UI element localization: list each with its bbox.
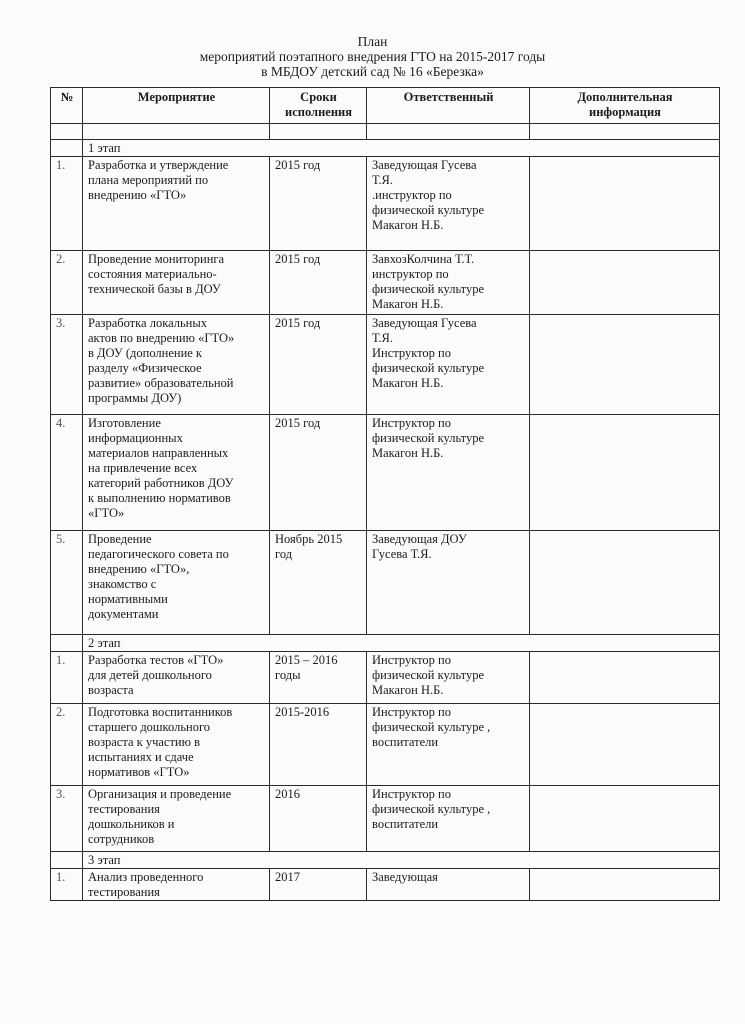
cell-extra	[530, 652, 720, 704]
cell-num: 5.	[51, 531, 83, 635]
plan-body	[51, 140, 720, 901]
table-row	[51, 251, 720, 315]
cell-deadline: 2015-2016	[270, 704, 367, 786]
document-title	[0, 34, 745, 79]
cell-responsible: Заведующая ДОУ Гусева Т.Я.	[367, 531, 530, 635]
title-line-3: в МБДОУ детский сад № 16 «Березка»	[261, 64, 484, 79]
cell-deadline: 2015 год	[270, 157, 367, 251]
cell-responsible: Инструктор по физической культуре Макагон Н.Б.	[367, 652, 530, 704]
cell-deadline: 2016	[270, 786, 367, 852]
stage-row	[51, 140, 720, 157]
header-event: Мероприятие	[83, 88, 270, 124]
table-row	[51, 415, 720, 531]
header-num: №	[51, 88, 83, 124]
stage-row	[51, 852, 720, 869]
cell-responsible: Инструктор по физической культуре Макагон Н.Б.	[367, 415, 530, 531]
plan-table	[50, 87, 720, 901]
cell-extra	[530, 415, 720, 531]
cell-num: 1.	[51, 869, 83, 901]
title-line-2: мероприятий поэтапного внедрения ГТО на 2015-2017 годы	[199, 49, 546, 64]
cell-event: Анализ проведенного тестирования	[83, 869, 270, 901]
cell-event: Подготовка воспитанников старшего дошкольного возраста к участию в испытаниях и сдаче нормативов «ГТО»	[83, 704, 270, 786]
cell-deadline: Ноябрь 2015 год	[270, 531, 367, 635]
cell-num: 2.	[51, 704, 83, 786]
cell-responsible: Заведующая	[367, 869, 530, 901]
cell-event: Разработка и утверждение плана мероприятий по внедрению «ГТО»	[83, 157, 270, 251]
title-line-1: План	[357, 34, 388, 49]
blank-row	[51, 124, 720, 140]
stage-label: 3 этап	[83, 852, 720, 869]
table-header-row	[51, 88, 720, 124]
cell-extra	[530, 869, 720, 901]
cell-event: Проведение педагогического совета по внедрению «ГТО», знакомство с нормативными документами	[83, 531, 270, 635]
table-row	[51, 704, 720, 786]
header-extra: Дополнительная информация	[530, 88, 720, 124]
table-row	[51, 157, 720, 251]
cell-extra	[530, 531, 720, 635]
table-row	[51, 315, 720, 415]
table-row	[51, 531, 720, 635]
stage-label: 2 этап	[83, 635, 720, 652]
cell-num: 3.	[51, 315, 83, 415]
cell-event: Разработка локальных актов по внедрению «ГТО» в ДОУ (дополнение к разделу «Физическое развитие» образовательной программы ДОУ)	[83, 315, 270, 415]
cell-responsible: Инструктор по физической культуре , воспитатели	[367, 704, 530, 786]
cell-event: Изготовление информационных материалов направленных на привлечение всех категорий работников ДОУ к выполнению нормативов «ГТО»	[83, 415, 270, 531]
cell-event: Организация и проведение тестирования дошкольников и сотрудников	[83, 786, 270, 852]
cell-responsible: Заведующая Гусева Т.Я. .инструктор по физической культуре Макагон Н.Б.	[367, 157, 530, 251]
header-deadline: Сроки исполнения	[270, 88, 367, 124]
cell-extra	[530, 251, 720, 315]
cell-extra	[530, 157, 720, 251]
cell-num: 3.	[51, 786, 83, 852]
cell-event: Проведение мониторинга состояния материально- технической базы в ДОУ	[83, 251, 270, 315]
cell-deadline: 2015 – 2016 годы	[270, 652, 367, 704]
stage-row	[51, 635, 720, 652]
cell-extra	[530, 315, 720, 415]
cell-extra	[530, 786, 720, 852]
header-responsible: Ответственный	[367, 88, 530, 124]
cell-num: 4.	[51, 415, 83, 531]
table-row	[51, 652, 720, 704]
cell-deadline: 2017	[270, 869, 367, 901]
cell-num: 1.	[51, 652, 83, 704]
table-row	[51, 786, 720, 852]
cell-num: 2.	[51, 251, 83, 315]
table-row	[51, 869, 720, 901]
cell-responsible: Инструктор по физической культуре , воспитатели	[367, 786, 530, 852]
cell-deadline: 2015 год	[270, 315, 367, 415]
cell-responsible: Заведующая Гусева Т.Я. Инструктор по физической культуре Макагон Н.Б.	[367, 315, 530, 415]
cell-responsible: ЗавхозКолчина Т.Т. инструктор по физической культуре Макагон Н.Б.	[367, 251, 530, 315]
cell-deadline: 2015 год	[270, 415, 367, 531]
cell-event: Разработка тестов «ГТО» для детей дошкольного возраста	[83, 652, 270, 704]
cell-deadline: 2015 год	[270, 251, 367, 315]
stage-label: 1 этап	[83, 140, 720, 157]
cell-extra	[530, 704, 720, 786]
cell-num: 1.	[51, 157, 83, 251]
